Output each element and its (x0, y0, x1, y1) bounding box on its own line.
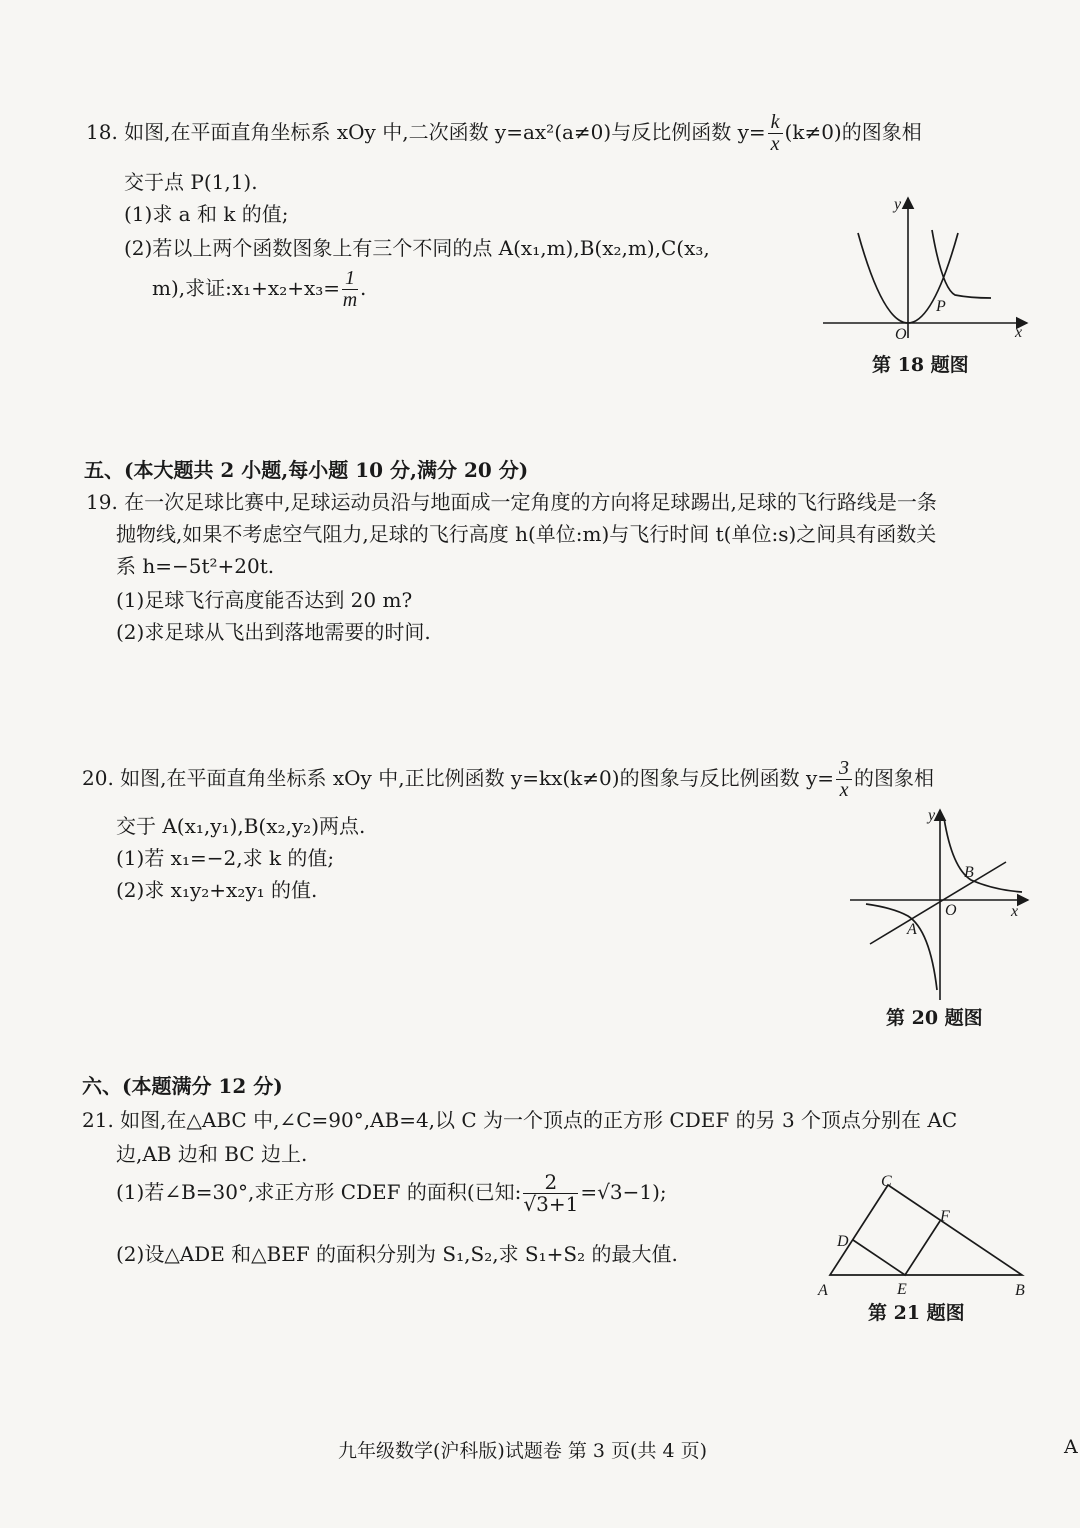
q20-caption: 第 20 题图 (886, 1007, 983, 1029)
q20-label-o: O (945, 902, 957, 919)
q20-line1 (82, 758, 934, 801)
q21-part2: (2)设△ADE 和△BEF 的面积分别为 S₁,S₂,求 S₁+S₂ 的最大值. (116, 1242, 678, 1266)
q18-part1: (1)求 a 和 k 的值; (124, 202, 289, 226)
q20-line1-text-b: 的图象相 (854, 766, 935, 790)
q21-square-def (853, 1221, 940, 1275)
q20-label-b: B (964, 864, 974, 881)
q21-part1 (116, 1172, 667, 1215)
q18-line1-text-b: (k≠0)的图象相 (784, 120, 922, 144)
q20-part2: (2)求 x₁y₂+x₂y₁ 的值. (116, 878, 318, 902)
q18-figure (815, 190, 1035, 340)
section6-heading: 六、(本题满分 12 分) (82, 1074, 283, 1098)
q18-hyperbola (932, 230, 991, 298)
q20-line1-text-a: 20. 如图,在平面直角坐标系 xOy 中,正比例函数 y=kx(k≠0)的图象与反比例函数 y= (82, 766, 835, 790)
q18-frac-den: x (770, 133, 780, 155)
q20-fraction-3-over-x (836, 758, 852, 801)
q21-fraction-2-over-root3-plus-1 (523, 1172, 578, 1215)
q20-frac-den: x (839, 779, 849, 801)
q21-frac-num: 2 (523, 1172, 578, 1194)
q21-label-d: D (837, 1233, 849, 1250)
q20-label-a: A (907, 921, 917, 938)
q18-part2-line1: (2)若以上两个函数图象上有三个不同的点 A(x₁,m),B(x₂,m),C(x₃, (124, 236, 710, 260)
q18-label-x: x (1015, 324, 1023, 340)
q18-label-y: y (894, 196, 902, 213)
q21-label-e: E (897, 1281, 907, 1298)
q18-frac-num: k (768, 112, 783, 134)
q19-line1: 19. 在一次足球比赛中,足球运动员沿与地面成一定角度的方向将足球踢出,足球的飞行路线是一条 (86, 490, 937, 514)
q18-line2: 交于点 P(1,1). (124, 170, 258, 194)
q18-p2-num: 1 (342, 268, 358, 290)
q20-proportional-line (870, 862, 1006, 944)
q21-line2: 边,AB 边和 BC 边上. (116, 1142, 308, 1166)
q18-fraction-1-over-m (342, 268, 358, 311)
q19-part2: (2)求足球从飞出到落地需要的时间. (116, 620, 431, 644)
q20-hyperbola-q1 (944, 818, 1022, 892)
edge-mark: A (1064, 1436, 1078, 1458)
q18-part2-text: m),求证:x₁+x₂+x₃= (152, 276, 341, 300)
q21-caption: 第 21 题图 (868, 1302, 965, 1324)
q21-triangle-abc (830, 1185, 1022, 1275)
q20-figure (846, 804, 1036, 1000)
q18-part2-line2 (152, 268, 366, 311)
q18-p2-den: m (342, 289, 358, 311)
q21-label-b: B (1015, 1282, 1025, 1299)
q18-line1 (86, 112, 922, 155)
q19-line3: 系 h=−5t²+20t. (116, 554, 275, 578)
q20-hyperbola-q3 (866, 904, 937, 990)
q18-label-p: P (936, 298, 946, 315)
q18-part2-end: . (360, 276, 367, 300)
q20-part1: (1)若 x₁=−2,求 k 的值; (116, 846, 335, 870)
q21-part1-text-a: (1)若∠B=30°,求正方形 CDEF 的面积(已知: (116, 1180, 522, 1204)
q21-part1-text-b: =√3−1); (580, 1180, 667, 1204)
q18-line1-text-a: 18. 如图,在平面直角坐标系 xOy 中,二次函数 y=ax²(a≠0)与反比例函数 y= (86, 120, 766, 144)
page-footer: 九年级数学(沪科版)试题卷 第 3 页(共 4 页) (338, 1440, 708, 1462)
q20-frac-num: 3 (836, 758, 852, 780)
q18-label-o: O (895, 326, 907, 340)
q18-caption: 第 18 题图 (872, 354, 969, 376)
q19-part1: (1)足球飞行高度能否达到 20 m? (116, 588, 413, 612)
q20-line2: 交于 A(x₁,y₁),B(x₂,y₂)两点. (116, 814, 366, 838)
q21-label-c: C (881, 1173, 892, 1190)
section5-heading: 五、(本大题共 2 小题,每小题 10 分,满分 20 分) (84, 458, 529, 482)
q18-fraction-k-over-x (768, 112, 783, 155)
q21-label-a: A (818, 1282, 828, 1299)
q19-line2: 抛物线,如果不考虑空气阻力,足球的飞行高度 h(单位:m)与飞行时间 t(单位:s)之间具有函数关 (116, 522, 937, 546)
q21-figure (812, 1168, 1042, 1300)
q21-frac-den: √3+1 (523, 1192, 579, 1216)
q21-label-f: F (940, 1208, 950, 1225)
q20-label-x: x (1011, 903, 1019, 920)
q21-line1: 21. 如图,在△ABC 中,∠C=90°,AB=4,以 C 为一个顶点的正方形 CDEF 的另 3 个顶点分别在 AC (82, 1108, 958, 1132)
q20-label-y: y (928, 807, 936, 824)
